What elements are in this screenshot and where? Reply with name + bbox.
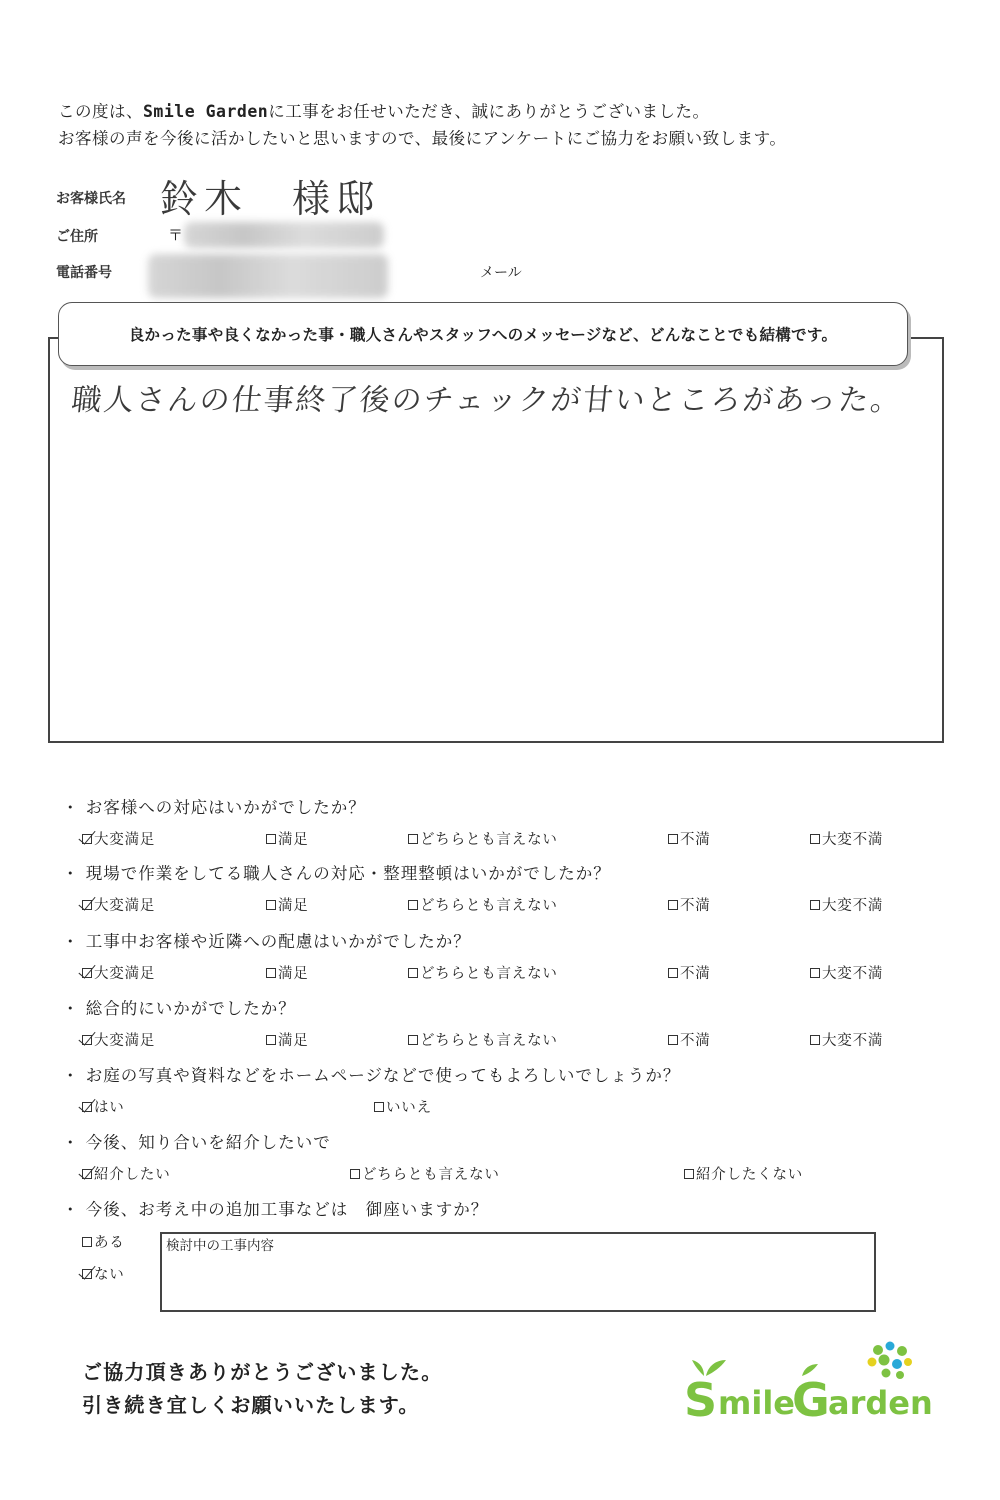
logo-dot — [868, 1358, 877, 1367]
logo-dot — [882, 1369, 891, 1378]
option-label: はい — [94, 1100, 125, 1116]
checkbox[interactable] — [668, 900, 678, 910]
option-label: どちらとも言えない — [362, 1167, 500, 1183]
option-label: 大変不満 — [822, 898, 884, 914]
question-7: ・ 今後、お考え中の追加工事などは 御座いますか？ — [62, 1200, 489, 1219]
checkbox[interactable] — [810, 1035, 820, 1045]
logo-arden: arden — [828, 1384, 933, 1422]
option-label: 満足 — [278, 966, 309, 982]
logo-dot — [873, 1345, 883, 1355]
question-3: ・ 工事中お客様や近隣への配慮はいかがでしたか？ — [62, 932, 471, 951]
postal-mark: 〒 — [168, 226, 184, 244]
q7-opt-yes[interactable] — [82, 1231, 125, 1252]
checkbox[interactable] — [810, 900, 820, 910]
checkbox[interactable] — [266, 834, 276, 844]
q2-opt-satisfied[interactable] — [266, 894, 309, 915]
q2-opt-neutral[interactable] — [408, 894, 558, 915]
q3-opt-dissatisfied[interactable] — [668, 962, 711, 983]
logo-dot — [896, 1371, 904, 1379]
checkbox[interactable] — [408, 834, 418, 844]
q6-opt-want-to-refer[interactable] — [82, 1163, 171, 1184]
question-5: ・ お庭の写真や資料などをホームページなどで使ってもよろしいでしょうか？ — [62, 1066, 681, 1085]
checkbox[interactable] — [668, 968, 678, 978]
question-4-text: 総合的にいかがでしたか？ — [85, 999, 296, 1018]
logo-dot — [886, 1342, 895, 1351]
logo-dot — [892, 1359, 902, 1369]
option-label: どちらとも言えない — [420, 898, 558, 914]
checkbox[interactable] — [82, 834, 92, 844]
intro-line1-a: この度は、 — [58, 102, 143, 121]
q1-opt-very-dissatisfied[interactable] — [810, 828, 883, 849]
checkbox[interactable] — [374, 1102, 384, 1112]
checkbox[interactable] — [668, 834, 678, 844]
logo-dot — [904, 1358, 912, 1366]
thanks-line1: ご協力頂きありがとうございました。 — [82, 1360, 443, 1384]
q1-opt-dissatisfied[interactable] — [668, 828, 711, 849]
q3-opt-satisfied[interactable] — [266, 962, 309, 983]
additional-work-label: 検討中の工事内容 — [166, 1238, 274, 1254]
q2-opt-very-satisfied[interactable] — [82, 894, 155, 915]
option-label: 大変満足 — [94, 832, 156, 848]
option-label: 不満 — [680, 898, 711, 914]
option-label: ない — [94, 1267, 125, 1283]
question-6-text: 今後、知り合いを紹介したいで — [85, 1133, 331, 1152]
checkbox[interactable] — [82, 1102, 92, 1112]
logo-dot — [879, 1355, 890, 1366]
q2-opt-dissatisfied[interactable] — [668, 894, 711, 915]
option-label: いいえ — [386, 1100, 432, 1116]
q1-opt-neutral[interactable] — [408, 828, 558, 849]
option-label: 大変満足 — [94, 1033, 156, 1049]
intro-line2: お客様の声を今後に活かしたいと思いますので、最後にアンケートにご協力をお願い致します。 — [58, 129, 787, 148]
smile-garden-logo — [682, 1338, 942, 1428]
question-2-text: 現場で作業をしてる職人さんの対応・整理整頓はいかがでしたか？ — [85, 864, 611, 883]
question-5-text: お庭の写真や資料などをホームページなどで使ってもよろしいでしょうか？ — [85, 1066, 681, 1085]
q6-opt-not-refer[interactable] — [684, 1163, 803, 1184]
checkbox[interactable] — [408, 900, 418, 910]
option-label: どちらとも言えない — [420, 1033, 558, 1049]
checkbox[interactable] — [684, 1169, 694, 1179]
checkbox[interactable] — [266, 968, 276, 978]
name-value: 鈴木 様邸 — [160, 177, 381, 221]
checkbox[interactable] — [82, 1269, 92, 1279]
q3-opt-very-dissatisfied[interactable] — [810, 962, 883, 983]
checkbox[interactable] — [810, 968, 820, 978]
question-3-text: 工事中お客様や近隣への配慮はいかがでしたか？ — [85, 932, 471, 951]
q3-opt-very-satisfied[interactable] — [82, 962, 155, 983]
thanks-message — [82, 1356, 442, 1422]
question-6: ・ 今後、知り合いを紹介したいで — [62, 1133, 331, 1152]
logo-s: S — [684, 1373, 718, 1427]
message-banner: 良かった事や良くなかった事・職人さんやスタッフへのメッセージなど、どんなことでも結構です。 — [58, 302, 908, 366]
option-label: 大変満足 — [94, 898, 156, 914]
q1-opt-very-satisfied[interactable] — [82, 828, 155, 849]
question-4: ・ 総合的にいかがでしたか？ — [62, 999, 296, 1018]
checkbox[interactable] — [82, 1035, 92, 1045]
checkbox[interactable] — [408, 1035, 418, 1045]
q4-opt-very-satisfied[interactable] — [82, 1029, 155, 1050]
handwritten-message: 職人さんの仕事終了後のチェックが甘いところがあった。 — [69, 383, 905, 418]
checkbox[interactable] — [810, 834, 820, 844]
question-2: ・ 現場で作業をしてる職人さんの対応・整理整頓はいかがでしたか？ — [62, 864, 611, 883]
option-label: 不満 — [680, 832, 711, 848]
checkbox[interactable] — [408, 968, 418, 978]
q5-opt-no[interactable] — [374, 1096, 432, 1117]
q4-opt-neutral[interactable] — [408, 1029, 558, 1050]
intro-text — [58, 98, 786, 152]
q4-opt-very-dissatisfied[interactable] — [810, 1029, 883, 1050]
option-label: 紹介したい — [94, 1167, 171, 1183]
name-label: お客様氏名 — [56, 191, 126, 207]
option-label: 大変不満 — [822, 832, 884, 848]
option-label: 満足 — [278, 898, 309, 914]
phone-label: 電話番号 — [56, 265, 112, 281]
q7-opt-no[interactable] — [82, 1263, 125, 1284]
company-name: Smile Garden — [143, 102, 269, 121]
option-label: 大変不満 — [822, 1033, 884, 1049]
checkbox[interactable] — [82, 1169, 92, 1179]
checkbox[interactable] — [82, 968, 92, 978]
option-label: 不満 — [680, 1033, 711, 1049]
q4-opt-satisfied[interactable] — [266, 1029, 309, 1050]
question-1: ・ お客様への対応はいかがでしたか？ — [62, 798, 366, 817]
checkbox[interactable] — [266, 1035, 276, 1045]
checkbox[interactable] — [266, 900, 276, 910]
q4-opt-dissatisfied[interactable] — [668, 1029, 711, 1050]
thanks-line2: 引き続き宜しくお願いいたします。 — [82, 1393, 420, 1417]
q6-opt-neutral[interactable] — [350, 1163, 500, 1184]
address-label: ご住所 — [56, 229, 98, 245]
checkbox[interactable] — [82, 900, 92, 910]
intro-line1-b: に工事をお任せいただき、誠にありがとうございました。 — [268, 102, 710, 121]
redacted-phone — [148, 254, 388, 298]
option-label: 満足 — [278, 1033, 309, 1049]
additional-work-box[interactable] — [160, 1232, 876, 1312]
logo-g: G — [792, 1373, 830, 1427]
q3-opt-neutral[interactable] — [408, 962, 558, 983]
question-1-text: お客様への対応はいかがでしたか？ — [85, 798, 366, 817]
checkbox[interactable] — [350, 1169, 360, 1179]
logo-mile: mile — [718, 1384, 795, 1422]
redacted-address — [184, 222, 384, 248]
option-label: 大変満足 — [94, 966, 156, 982]
email-label: メール — [480, 265, 522, 281]
option-label: 満足 — [278, 832, 309, 848]
checkbox[interactable] — [668, 1035, 678, 1045]
q1-opt-satisfied[interactable] — [266, 828, 309, 849]
q2-opt-very-dissatisfied[interactable] — [810, 894, 883, 915]
option-label: 大変不満 — [822, 966, 884, 982]
option-label: ある — [94, 1235, 125, 1251]
question-7-text: 今後、お考え中の追加工事などは 御座いますか？ — [85, 1200, 489, 1219]
option-label: 不満 — [680, 966, 711, 982]
option-label: どちらとも言えない — [420, 832, 558, 848]
logo-dot — [897, 1346, 907, 1356]
q5-opt-yes[interactable] — [82, 1096, 125, 1117]
option-label: 紹介したくない — [696, 1167, 804, 1183]
checkbox[interactable] — [82, 1237, 92, 1247]
option-label: どちらとも言えない — [420, 966, 558, 982]
